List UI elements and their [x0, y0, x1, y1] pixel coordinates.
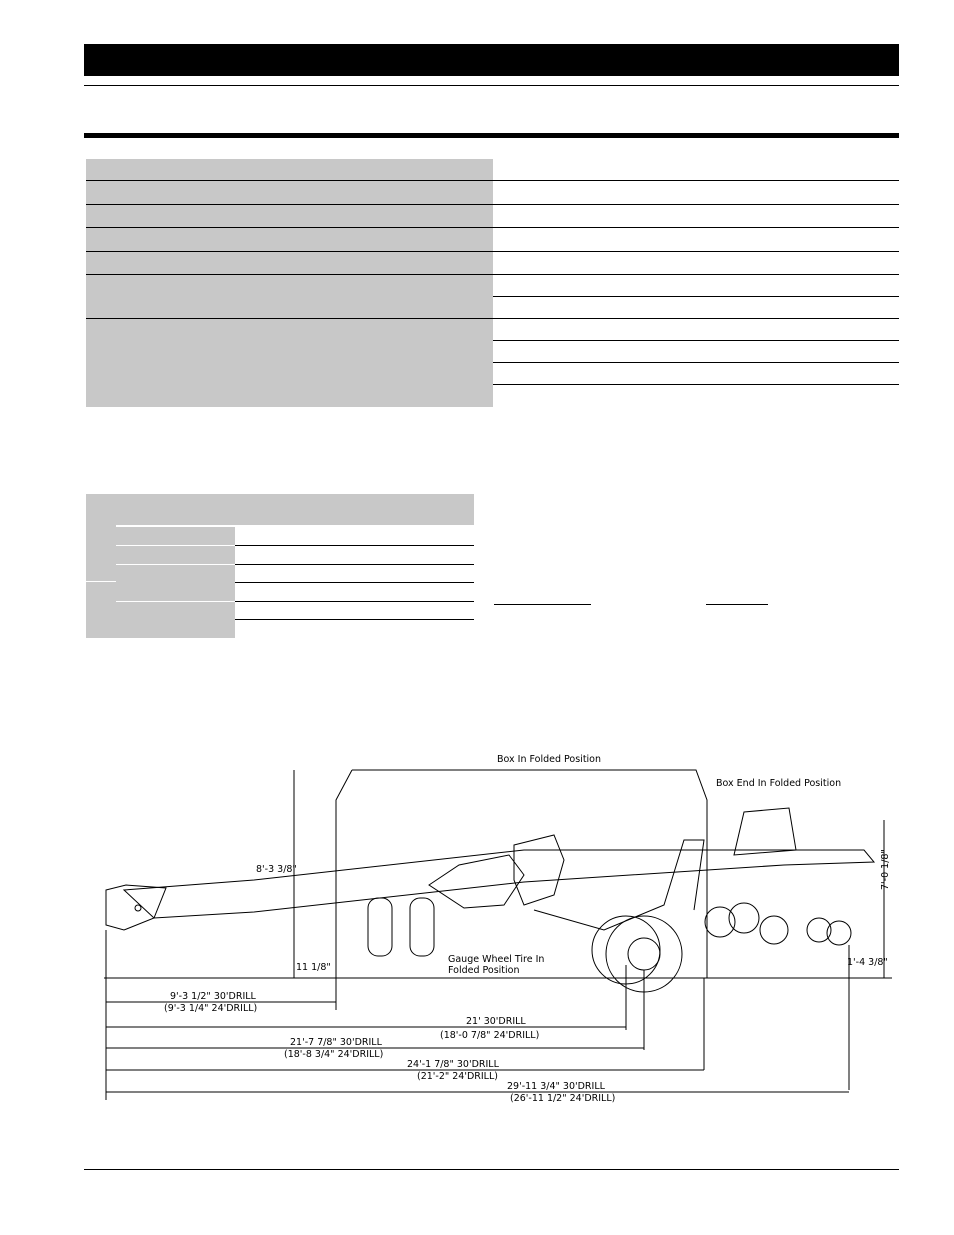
row-label-cell	[116, 546, 235, 564]
callout-gauge-wheel: Folded Position	[448, 965, 520, 976]
folded-box-outline	[336, 770, 707, 1010]
row-label-cell	[116, 620, 235, 638]
hitch	[106, 885, 166, 930]
wheel-hub	[628, 938, 660, 970]
header-bar	[84, 44, 899, 76]
spec-row-divider	[86, 180, 899, 181]
hopper	[429, 855, 524, 908]
spec-row-divider	[86, 251, 899, 252]
row-unit-disc	[760, 916, 788, 944]
dimension-label: 9'-3 1/2" 30'DRILL	[170, 991, 256, 1002]
spec-row-divider	[86, 204, 899, 205]
hitch-pin	[135, 905, 141, 911]
spec-row-divider	[493, 296, 899, 297]
dimension-label: (18'-0 7/8" 24'DRILL)	[440, 1030, 540, 1041]
row-label-cell	[116, 565, 235, 583]
dimension-label: 21'-7 7/8" 30'DRILL	[290, 1037, 382, 1048]
drill-side-view	[84, 740, 910, 1120]
dimension-label: 21' 30'DRILL	[466, 1016, 526, 1027]
spec-row-divider	[86, 227, 899, 228]
row-label-cell	[116, 583, 235, 601]
gauge-wheel-tire	[368, 898, 392, 956]
hopper	[514, 835, 564, 905]
spec-row-divider	[493, 340, 899, 341]
header-rule	[84, 85, 899, 86]
row-value-line	[235, 564, 474, 565]
box-end	[734, 808, 796, 855]
frame-beam	[124, 850, 874, 918]
row-label-cell	[116, 602, 235, 620]
row-unit-disc	[729, 903, 759, 933]
height-overall-label: 8'-3 3/8"	[256, 864, 297, 875]
clearance-label: 11 1/8"	[296, 962, 331, 973]
row-value-line	[235, 582, 474, 583]
row-group-cell	[86, 525, 116, 581]
dimension-label: 29'-11 3/4" 30'DRILL	[507, 1081, 605, 1092]
dimension-label: (21'-2" 24'DRILL)	[417, 1071, 498, 1082]
rear-height-label: 1'-4 3/8"	[847, 957, 888, 968]
spec-row-divider	[493, 384, 899, 385]
transport-dimensions-diagram	[84, 740, 910, 1120]
callout-box-folded: Box In Folded Position	[497, 754, 602, 765]
row-label-cell	[116, 527, 235, 545]
dimension-label: (9'-3 1/4" 24'DRILL)	[164, 1003, 258, 1014]
row-group-cell	[86, 582, 116, 638]
spec-row-divider	[86, 274, 899, 275]
spec-row-divider	[493, 362, 899, 363]
gauge-wheel-tire	[410, 898, 434, 956]
section-rule	[84, 133, 899, 138]
row-value-line	[235, 545, 474, 546]
row-spacing-table	[86, 494, 474, 638]
row-table-header	[86, 494, 474, 525]
callout-box-end-folded: Box End In Folded Position	[716, 778, 842, 789]
spec-label-column	[86, 159, 493, 407]
dimension-label: 24'-1 7/8" 30'DRILL	[407, 1059, 499, 1070]
callout-gauge-wheel: Gauge Wheel Tire In	[448, 954, 545, 965]
footer-rule	[84, 1169, 899, 1170]
row-value-line	[235, 619, 474, 620]
dimension-label: (18'-8 3/4" 24'DRILL)	[284, 1049, 384, 1060]
note-underline	[494, 604, 591, 605]
row-value-line	[235, 601, 474, 602]
box-end-height-label: 7'-0 1/8"	[880, 849, 891, 890]
specifications-table	[86, 159, 899, 407]
spec-row-divider	[86, 318, 899, 319]
note-underline	[706, 604, 768, 605]
dimension-label: (26'-11 1/2" 24'DRILL)	[510, 1093, 616, 1104]
